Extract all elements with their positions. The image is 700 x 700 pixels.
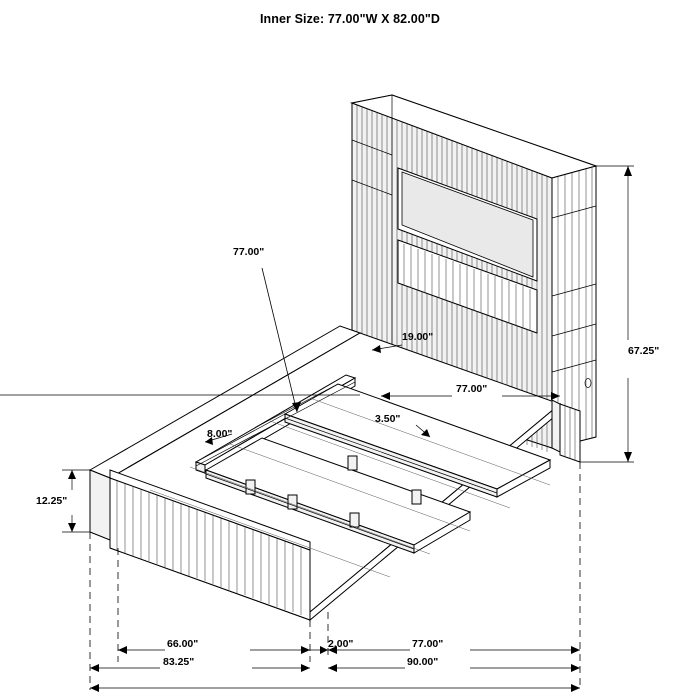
page-title: Inner Size: 77.00"W X 82.00"D: [259, 12, 441, 26]
dim-slat-thickness: 3.50": [375, 413, 401, 425]
dim-slat-span-callout: 77.00": [233, 246, 265, 258]
dim-overall-side: 83.25": [163, 656, 195, 668]
dim-overall-length: 90.00": [407, 656, 439, 668]
dim-leg-height: 8.00": [207, 428, 233, 440]
dim-headboard-offset: 19.00": [402, 331, 434, 343]
dim-foot-width: 77.00": [412, 638, 444, 650]
dim-deck-width: 77.00": [456, 383, 488, 395]
dim-interior-run: 66.00": [167, 638, 199, 650]
dim-foot-thickness: 2.00": [328, 638, 354, 650]
dim-rail-height: 12.25": [36, 495, 68, 507]
dim-headboard-height: 67.25": [628, 345, 660, 357]
